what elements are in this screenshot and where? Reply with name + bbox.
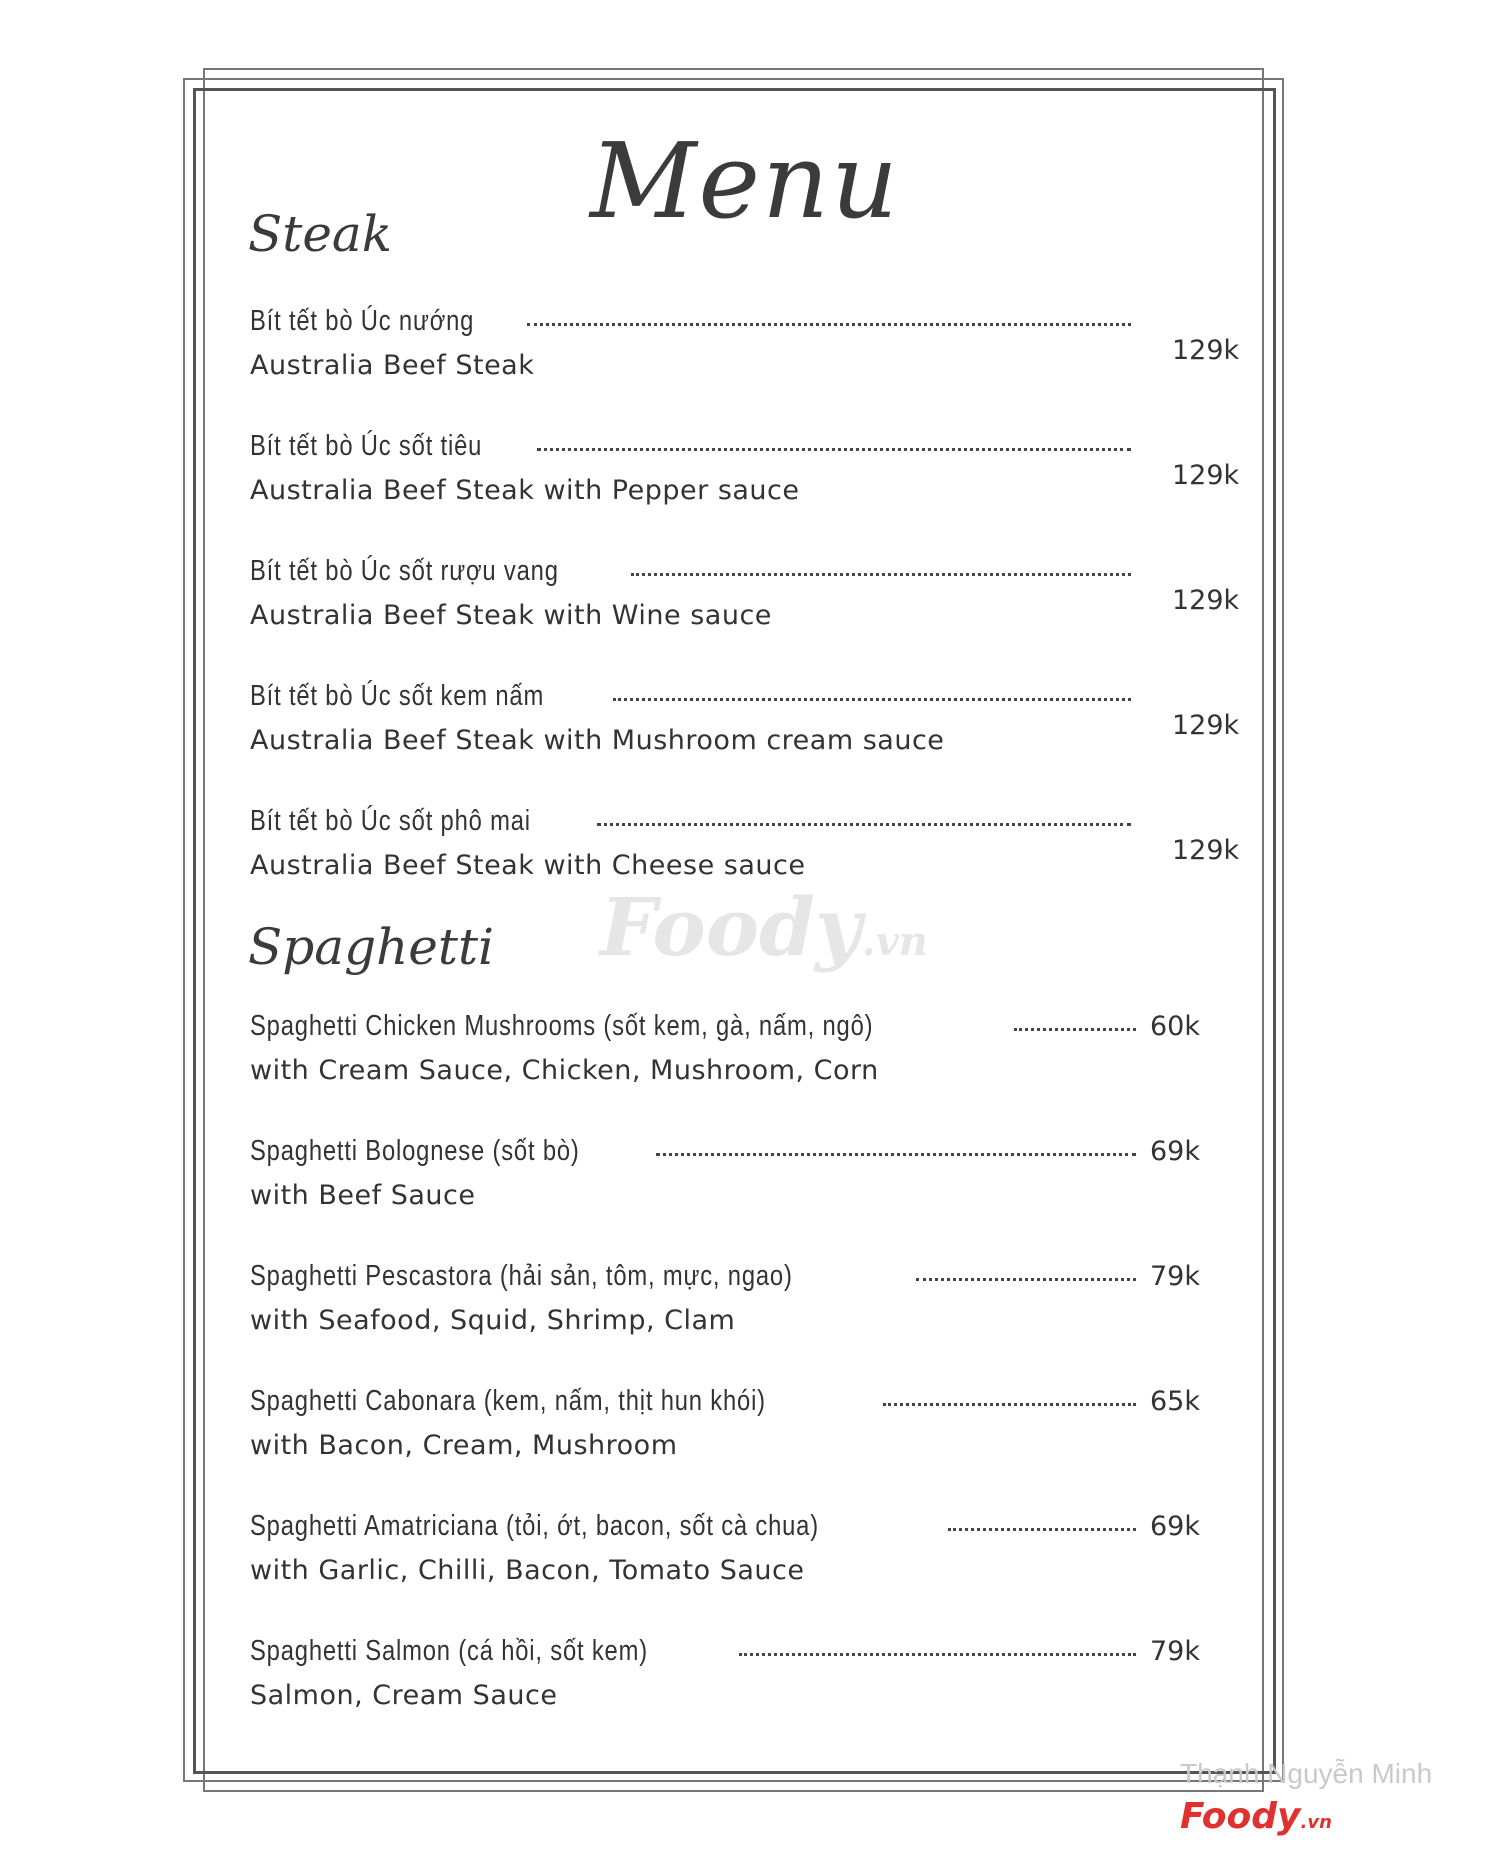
credit-brand: Foody bbox=[1180, 1796, 1301, 1837]
dot-leader bbox=[631, 573, 1131, 576]
item-name-vn: Spaghetti Pescastora (hải sản, tôm, mực, ngao) bbox=[250, 1260, 793, 1292]
item-price: 69k bbox=[1150, 1136, 1200, 1167]
item-name-vn: Bít tết bò Úc sốt tiêu bbox=[250, 430, 483, 462]
item-price: 129k bbox=[1172, 710, 1240, 741]
item-name-en: with Bacon, Cream, Mushroom bbox=[250, 1430, 678, 1461]
menu-item bbox=[250, 1510, 1200, 1586]
dot-leader bbox=[537, 448, 1131, 451]
item-price: 129k bbox=[1172, 335, 1240, 366]
watermark-brand: Foody bbox=[600, 880, 862, 974]
item-name-en: Australia Beef Steak bbox=[250, 350, 535, 381]
item-name-en: with Beef Sauce bbox=[250, 1180, 476, 1211]
item-name-en: Australia Beef Steak with Mushroom cream sauce bbox=[250, 725, 945, 756]
item-name-en: Australia Beef Steak with Pepper sauce bbox=[250, 475, 800, 506]
menu-title: Menu bbox=[590, 120, 900, 242]
dot-leader bbox=[916, 1278, 1136, 1281]
menu-item bbox=[250, 1260, 1200, 1336]
section-title-spaghetti: Spaghetti bbox=[248, 918, 495, 976]
item-price: 129k bbox=[1172, 585, 1240, 616]
watermark-suffix: .vn bbox=[861, 918, 928, 965]
foody-watermark bbox=[600, 880, 928, 974]
dot-leader bbox=[597, 823, 1131, 826]
item-name-en: with Cream Sauce, Chicken, Mushroom, Corn bbox=[250, 1055, 879, 1086]
item-price: 129k bbox=[1172, 460, 1240, 491]
item-name-vn: Spaghetti Salmon (cá hồi, sốt kem) bbox=[250, 1635, 648, 1667]
item-name-vn: Bít tết bò Úc sốt rượu vang bbox=[250, 555, 559, 587]
menu-item bbox=[250, 1635, 1200, 1711]
item-name-vn: Bít tết bò Úc nướng bbox=[250, 305, 475, 337]
item-name-en: Salmon, Cream Sauce bbox=[250, 1680, 558, 1711]
item-name-en: Australia Beef Steak with Wine sauce bbox=[250, 600, 772, 631]
credit-suffix: .vn bbox=[1300, 1812, 1332, 1833]
dot-leader bbox=[1014, 1028, 1136, 1031]
item-name-vn: Spaghetti Bolognese (sốt bò) bbox=[250, 1135, 580, 1167]
menu-item bbox=[250, 1135, 1200, 1211]
item-name-vn: Spaghetti Cabonara (kem, nấm, thịt hun khói) bbox=[250, 1385, 766, 1417]
item-price: 65k bbox=[1150, 1386, 1200, 1417]
section-title-steak: Steak bbox=[248, 205, 393, 263]
menu-item bbox=[250, 1010, 1200, 1086]
item-name-vn: Spaghetti Amatriciana (tỏi, ớt, bacon, sốt cà chua) bbox=[250, 1510, 819, 1542]
item-name-en: with Seafood, Squid, Shrimp, Clam bbox=[250, 1305, 736, 1336]
item-name-vn: Spaghetti Chicken Mushrooms (sốt kem, gà, nấm, ngô) bbox=[250, 1010, 874, 1042]
menu-item bbox=[250, 430, 1240, 506]
item-name-en: Australia Beef Steak with Cheese sauce bbox=[250, 850, 806, 881]
item-price: 79k bbox=[1150, 1636, 1200, 1667]
dot-leader bbox=[527, 323, 1131, 326]
foody-logo bbox=[1180, 1796, 1332, 1837]
menu-item bbox=[250, 680, 1240, 756]
menu-item bbox=[250, 305, 1240, 381]
dot-leader bbox=[613, 698, 1131, 701]
item-name-vn: Bít tết bò Úc sốt kem nấm bbox=[250, 680, 545, 712]
dot-leader bbox=[739, 1653, 1136, 1656]
photo-credit: Thạnh Nguyễn Minh bbox=[1180, 1758, 1433, 1789]
item-price: 60k bbox=[1150, 1011, 1200, 1042]
item-name-en: with Garlic, Chilli, Bacon, Tomato Sauce bbox=[250, 1555, 805, 1586]
dot-leader bbox=[948, 1528, 1136, 1531]
menu-item bbox=[250, 555, 1240, 631]
menu-item bbox=[250, 1385, 1200, 1461]
item-name-vn: Bít tết bò Úc sốt phô mai bbox=[250, 805, 531, 837]
item-price: 129k bbox=[1172, 835, 1240, 866]
item-price: 69k bbox=[1150, 1511, 1200, 1542]
dot-leader bbox=[656, 1153, 1136, 1156]
menu-item bbox=[250, 805, 1240, 881]
dot-leader bbox=[883, 1403, 1136, 1406]
item-price: 79k bbox=[1150, 1261, 1200, 1292]
